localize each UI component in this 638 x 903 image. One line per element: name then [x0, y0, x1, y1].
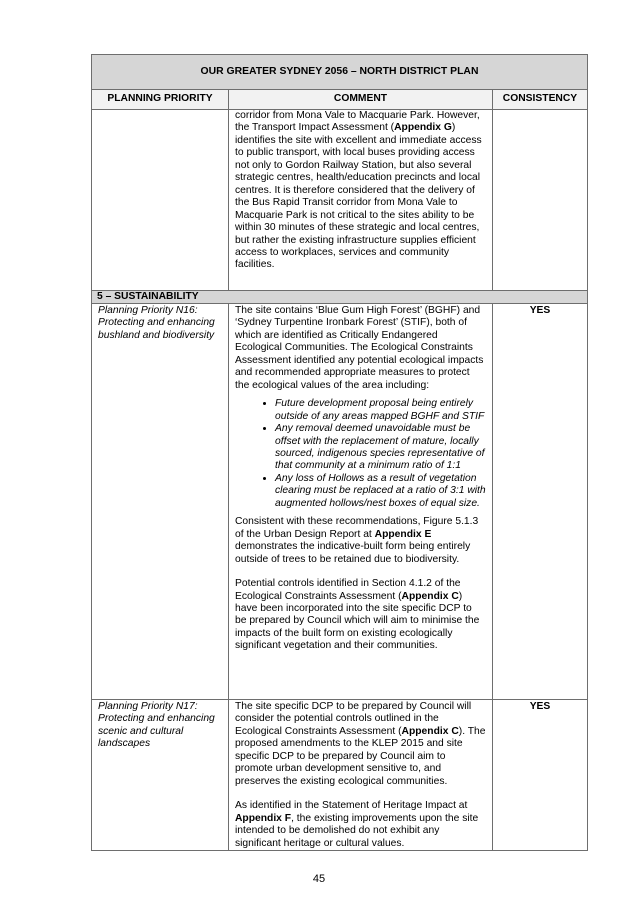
appendix-reference: Appendix C [401, 590, 459, 602]
table-row [92, 700, 588, 851]
header-consistency: CONSISTENCY [493, 90, 588, 110]
continued-comment-text [235, 110, 486, 272]
comment-text-part: As identified in the Statement of Heritage Impact at [235, 800, 468, 812]
comment-cell-n16 [229, 304, 493, 700]
appendix-reference: Appendix C [401, 725, 459, 737]
empty-priority-cell [92, 110, 229, 291]
table-title-row [92, 55, 588, 90]
table-row [92, 110, 588, 291]
recommendation-list [235, 398, 486, 510]
page-number: 45 [312, 873, 326, 885]
planning-priority-n17: Planning Priority N17: Protecting and enhancing scenic and cultural landscapes [92, 700, 229, 851]
comment-text-part: The site specific DCP to be prepared by Council will consider the potential controls outlined in the Ecological Constraints Assessment ( [235, 701, 472, 737]
section-heading: 5 – SUSTAINABILITY [92, 291, 588, 304]
district-plan-table [91, 54, 588, 851]
comment-paragraph [235, 516, 486, 566]
consistency-value: YES [493, 304, 588, 700]
comment-intro: The site contains ‘Blue Gum High Forest’ (BGHF) and ‘Sydney Turpentine Ironbark Forest’ (STIF), both of which are identified as Critically Endangered Ecological Communities. The Ecological Constraints Assessment identified any potential ecological impacts and recommended appropriate measures to protect the ecological values of the area including: [235, 305, 484, 391]
comment-paragraph [235, 578, 486, 653]
comment-text-part: demonstrates the indicative-built form being entirely outside of trees to be retained due to biodiversity. [235, 541, 471, 565]
comment-paragraph [235, 800, 486, 850]
comment-text-part: , the existing improvements upon the site intended to be demolished do not exhibit any significant heritage or cultural values. [235, 812, 479, 849]
empty-consistency-cell [493, 110, 588, 291]
consistency-value: YES [493, 700, 588, 851]
table-title: OUR GREATER SYDNEY 2056 – NORTH DISTRICT PLAN [92, 55, 588, 90]
comment-text-part: Consistent with these recommendations, Figure 5.1.3 of the Urban Design Report at [235, 516, 479, 540]
appendix-reference: Appendix F [235, 812, 292, 824]
header-comment: COMMENT [229, 90, 493, 110]
table-header-row [92, 90, 588, 110]
comment-text-part: ). The proposed amendments to the KLEP 2015 and site specific DCP to be prepared by Council aim to promote urban development sensitive to, and preserves the existing ecological communities. [235, 725, 486, 787]
planning-priority-n16: Planning Priority N16: Protecting and enhancing bushland and biodiversity [92, 304, 229, 700]
table-row [92, 304, 588, 700]
comment-cell-n17 [229, 700, 493, 851]
comment-paragraph [235, 701, 486, 788]
appendix-reference: Appendix E [374, 528, 432, 540]
comment-text-part: Potential controls identified in Section 4.1.2 of the Ecological Constraints Assessment ( [235, 578, 461, 602]
comment-text-part: ) identifies the site with excellent and immediate access to public transport, with local buses providing access not only to Gordon Railway Station, but also several strategic centres, health/education precincts and local centres. It is therefore considered that the delivery of the Bus Rapid Transit corridor from Mona Vale to Macquarie Park is not critical to the sites ability to be within 30 minutes of these strategic and local centres, but rather the existing infrastructure supplies efficient access to workplaces, services and community facilities. [235, 122, 482, 271]
comment-text-part: corridor from Mona Vale to Macquarie Park. However, the Transport Impact Assessment ( [235, 110, 480, 134]
continued-comment-cell [229, 110, 493, 291]
appendix-reference: Appendix G [394, 122, 452, 134]
comment-text-part: ) have been incorporated into the site specific DCP to be prepared by Council which will aim to minimise the impacts of the built form on existing ecologically significant vegetation and their communities. [235, 590, 480, 652]
list-item: • Any removal deemed unavoidable must be offset with the replacement of mature, locally sourced, indigenous species representative of that community at a minimum ratio of 1:1 [275, 423, 486, 473]
header-planning-priority: PLANNING PRIORITY [92, 90, 229, 110]
list-item: • Any loss of Hollows as a result of vegetation clearing must be replaced at a ratio of 3:1 with augmented hollows/nest boxes of equal size. [275, 473, 486, 510]
list-item: • Future development proposal being entirely outside of any areas mapped BGHF and STIF [275, 398, 486, 423]
section-row [92, 291, 588, 304]
